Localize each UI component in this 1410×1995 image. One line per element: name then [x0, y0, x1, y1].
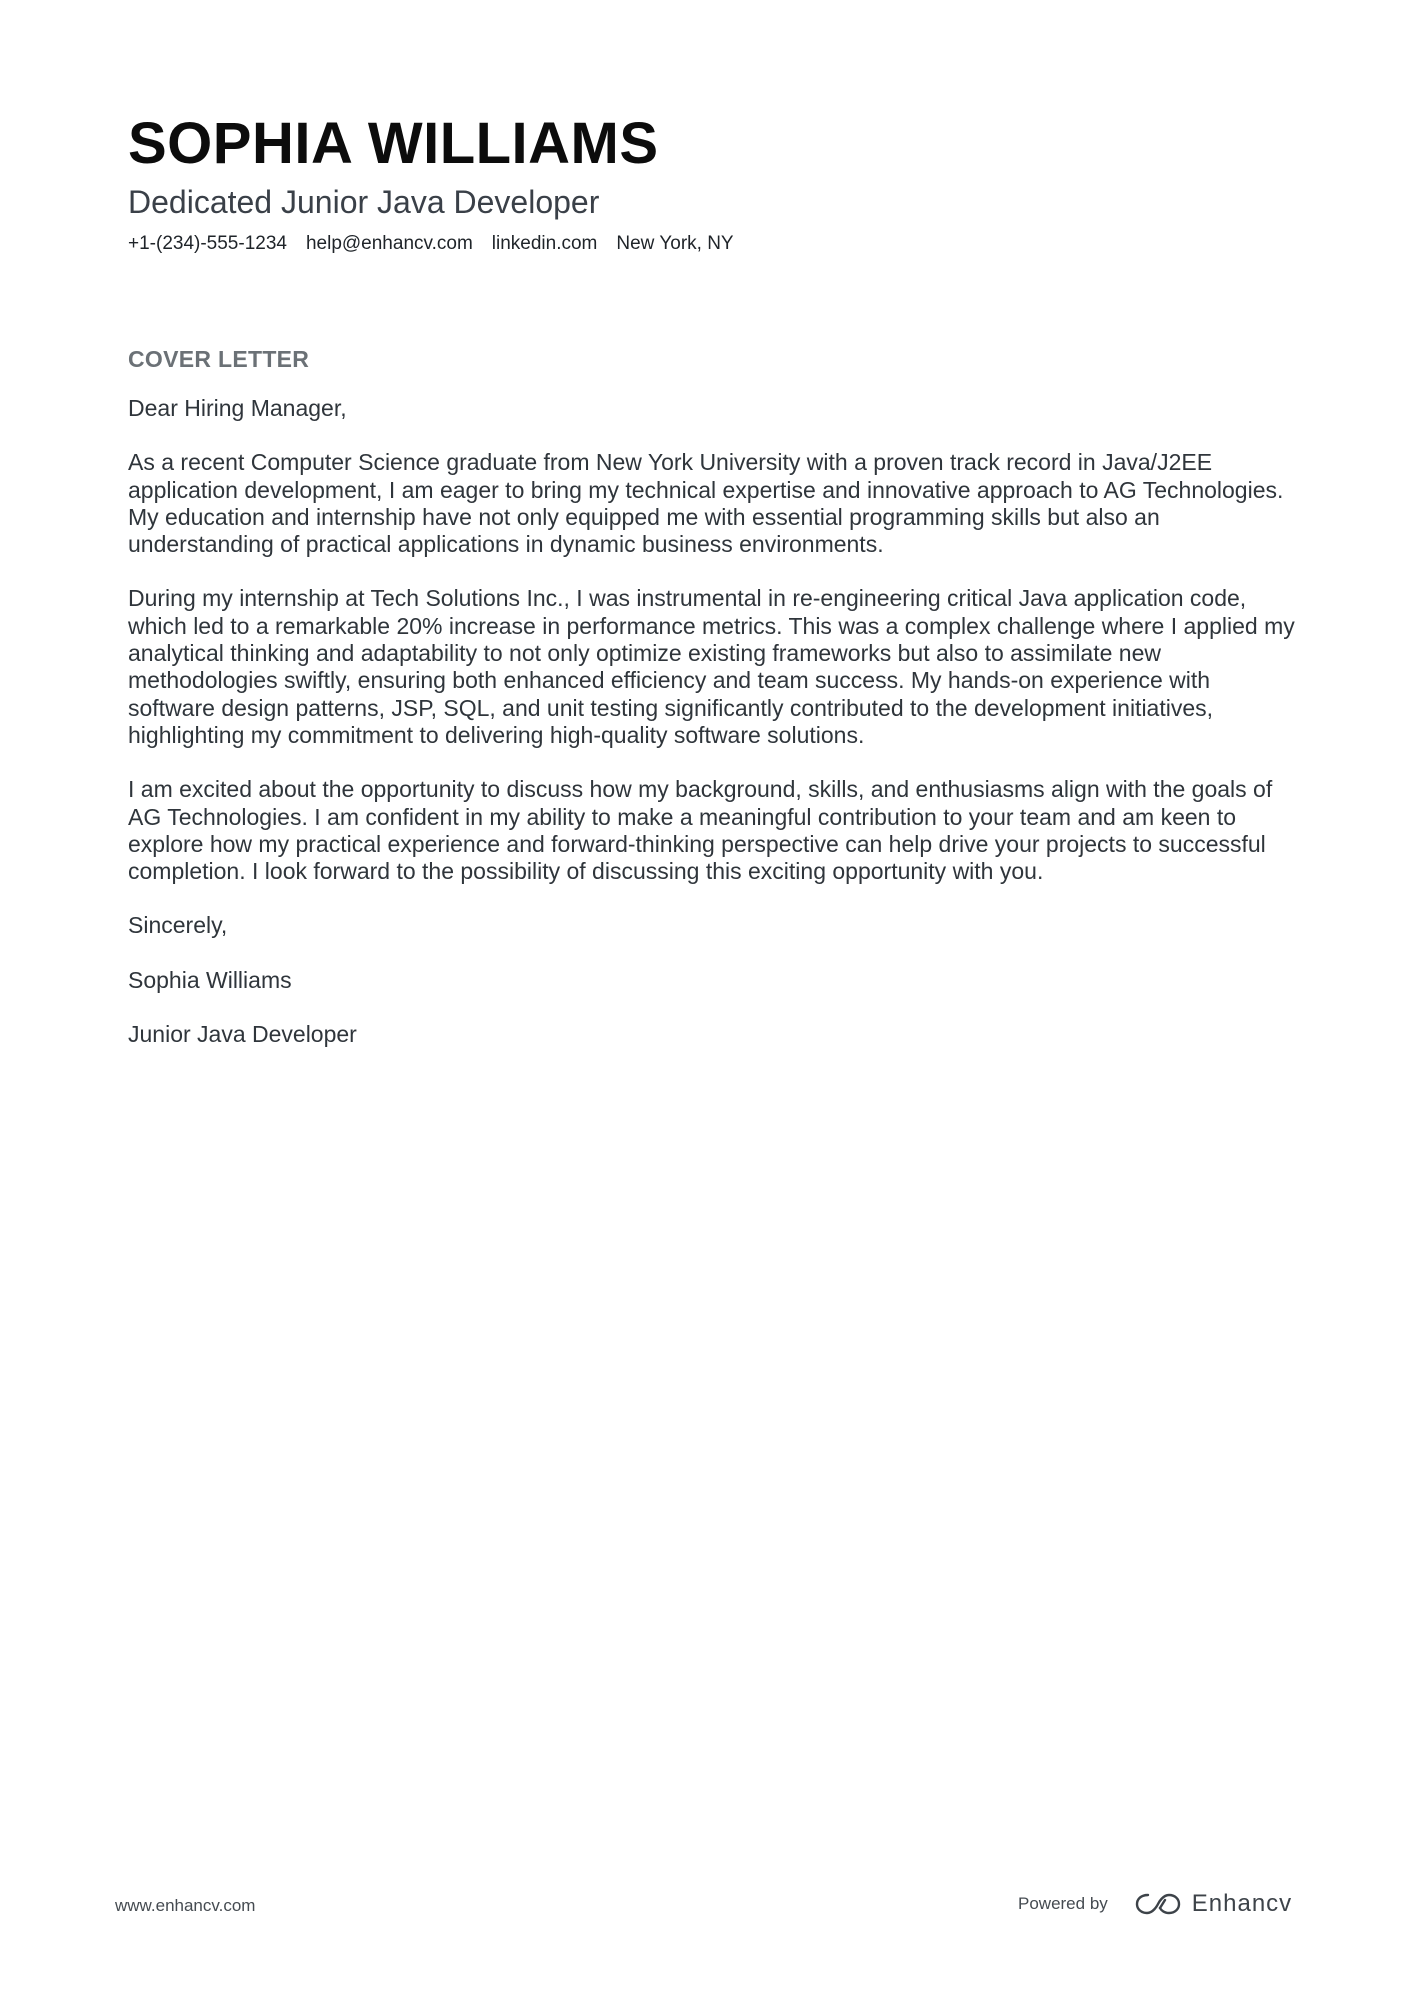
signature-title: Junior Java Developer: [128, 1021, 357, 1048]
header: [128, 108, 1288, 257]
paragraph-closing: I am excited about the opportunity to discuss how my background, skills, and enthusiasms align with the goals of AG Technologies. I am confident in my ability to make a meaningful contribution to your team and am keen to explore how my practical experience and forward-thinking perspective can help drive your projects to successful completion. I look forward to the possibility of discussing this exciting opportunity with you.: [128, 776, 1273, 885]
signature-name: Sophia Williams: [128, 966, 292, 993]
contact-phone: +1-(234)-555-1234: [128, 233, 287, 254]
footer-branding[interactable]: [1018, 1884, 1292, 1924]
enhancv-infinity-logo-icon: [1134, 1891, 1182, 1917]
contact-info: [128, 231, 1288, 257]
contact-email[interactable]: help@enhancv.com: [305, 233, 473, 254]
paragraph-intro: As a recent Computer Science graduate from New York University with a proven track record in Java/J2EE application development, I am eager to bring my technical expertise and innovative approach to AG Technologies. My education and internship have not only equipped me with essential programming skills but also an understanding of practical applications in dynamic business environments.: [128, 449, 1284, 558]
paragraph-experience: During my internship at Tech Solutions Inc., I was instrumental in re-engineering critical Java application code, which led to a remarkable 20% increase in performance metrics. This was a complex challenge where I applied my analytical thinking and adaptability to not only optimize existing frameworks but also to assimilate new methodologies swiftly, ensuring both enhanced efficiency and team success. My hands-on experience with software design patterns, JSP, SQL, and unit testing significantly contributed to the development initiatives, highlighting my commitment to delivering high-quality software solutions.: [128, 585, 1295, 748]
footer-website[interactable]: www.enhancv.com: [115, 1896, 256, 1915]
candidate-title: Dedicated Junior Java Developer: [128, 184, 600, 220]
powered-by-label: Powered by: [1018, 1894, 1108, 1913]
contact-linkedin[interactable]: linkedin.com: [491, 233, 598, 254]
brand-name: Enhancv: [1191, 1890, 1293, 1917]
section-title: COVER LETTER: [128, 346, 310, 372]
letter-body: [128, 344, 1298, 1075]
closing: Sincerely,: [128, 912, 228, 939]
contact-location: New York, NY: [616, 233, 734, 254]
candidate-name: SOPHIA WILLIAMS: [128, 111, 659, 176]
greeting: Dear Hiring Manager,: [128, 395, 347, 421]
